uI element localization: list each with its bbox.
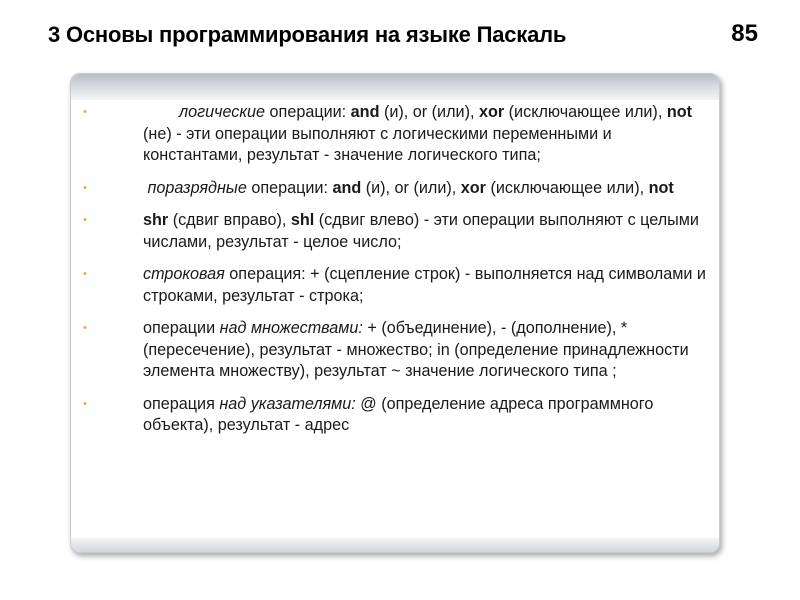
bullet-item xyxy=(81,264,713,307)
text-segment: поразрядные xyxy=(143,178,247,197)
bullet-dot-icon: • xyxy=(83,397,87,410)
text-segment: not xyxy=(666,103,692,121)
bullet-item xyxy=(81,318,713,383)
text-segment: над указателями: xyxy=(219,394,356,413)
text-segment: not xyxy=(648,178,674,197)
text-segment: @ (определение адреса программного объекта), результат - адрес xyxy=(143,394,658,434)
bullet-item xyxy=(81,102,713,167)
bullet-dot-icon: • xyxy=(83,181,87,194)
content-panel xyxy=(70,73,720,553)
text-segment: (и), or (или), xyxy=(379,103,479,121)
text-segment: (сдвиг вправо), xyxy=(168,211,291,229)
text-segment: логические xyxy=(143,103,266,121)
text-segment: операции: xyxy=(265,103,351,121)
text-segment: shr xyxy=(143,211,169,229)
text-segment: shl xyxy=(290,211,315,229)
bullet-dot-icon: • xyxy=(83,214,87,226)
text-segment: (не) - эти операции выполняют с логическими переменными и константами, результат - значение логического типа; xyxy=(143,103,697,164)
text-segment: (сдвиг влево) - эти операции выполняют с целыми числами, результат - целое число; xyxy=(143,211,704,251)
text-segment: and xyxy=(332,178,362,197)
slide-title: 3 Основы программирования на языке Паскаль xyxy=(48,22,567,47)
text-segment: операции xyxy=(143,319,220,337)
page-number: 85 xyxy=(731,20,758,47)
bullet-dot-icon: • xyxy=(83,322,87,334)
text-segment: + (объединение), - (дополнение), * (пересечение), результат - множество; in (определение принадлежности элемента множеству), результат ~ значение логического типа ; xyxy=(143,319,694,380)
text-segment: and xyxy=(350,103,380,121)
bullet-dot-icon: • xyxy=(83,106,87,118)
bullet-item xyxy=(81,178,713,200)
panel-footer-bar xyxy=(71,538,719,552)
text-segment: строковая xyxy=(143,265,225,283)
bullet-list xyxy=(81,102,713,448)
text-segment: (исключающее или), xyxy=(485,178,649,197)
text-segment: операция xyxy=(143,394,220,413)
text-segment: операция: + (сцепление строк) - выполняется над символами и строками, результат - строка; xyxy=(143,265,711,305)
bullet-dot-icon: • xyxy=(83,268,87,280)
bullet-item xyxy=(81,394,713,437)
text-segment: xor xyxy=(478,103,505,121)
panel-header-bar xyxy=(71,74,719,100)
text-segment: операции: xyxy=(246,178,333,197)
text-segment: xor xyxy=(460,178,486,197)
text-segment: над множествами: xyxy=(219,319,363,337)
bullet-item xyxy=(81,210,713,253)
text-segment: (исключающее или), xyxy=(504,103,667,121)
text-segment: (и), or (или), xyxy=(361,178,461,197)
